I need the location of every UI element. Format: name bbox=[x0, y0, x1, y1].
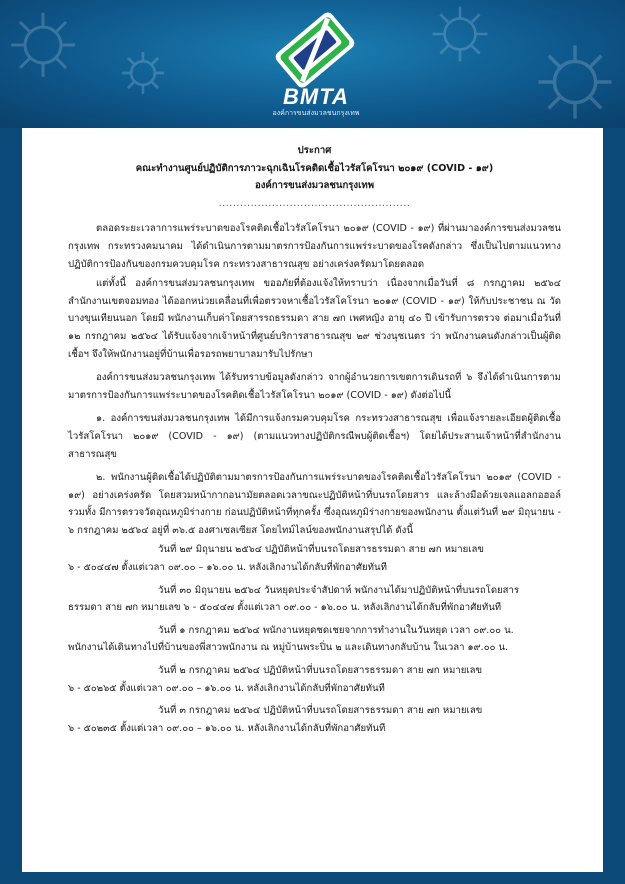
virus-decoration-icon bbox=[120, 50, 166, 96]
divider-rule: ...................................................... bbox=[218, 197, 411, 209]
timeline-entry bbox=[68, 702, 561, 737]
timeline-line: วันที่ ๑ กรกฎาคม ๒๕๖๔ พนักงานหยุดชดเชยจากการทำงานในวันหยุด เวลา ๐๙.๐๐ น. bbox=[158, 624, 514, 636]
paragraph-item-2: ๒. พนักงานผู้ติดเชื้อได้ปฏิบัติตามมาตรการป้องกันการแพร่ระบาดของโรคติดเชื้อไวรัสโคโรนา ๒๐๑๙ (COVID - ๑๙) อย่างเคร่งครัด โดยสวมหน้ากากอนามัยตลอดเวลาขณะปฏิบัติหน้าที่บนรถโดยสาร และล้างมือด้วยเจลแอลกอฮอล์ รวมทั้ง มีการตรวจวัดอุณหภูมิร่างกาย ก่อนปฏิบัติหน้าที่ทุกครั้ง ซึ่งอุณหภูมิร่างกายของพนักงาน ตั้งแต่วันที่ ๒๙ มิถุนายน - ๖ กรกฎาคม ๒๕๖๔ อยู่ที่ ๓๖.๕ องศาเซลเซียส โดยไทม์ไลน์ของพนักงานสรุปได้ ดังนี้ bbox=[68, 472, 561, 536]
brand-name: BMTA bbox=[283, 84, 349, 109]
timeline-line: วันที่ ๒ กรกฎาคม ๒๕๖๔ ปฏิบัติหน้าที่บนรถโดยสารธรรมดา สาย ๗ก หมายเลข bbox=[158, 665, 483, 677]
timeline-line: ๖ - ๕๐๒๖๕ ตั้งแต่เวลา ๐๙.๐๐ – ๑๖.๐๐ น. หลังเลิกงานได้กลับที่พักอาศัยทันที bbox=[68, 682, 385, 694]
paragraph-case-report: แต่ทั้งนี้ องค์การขนส่งมวลชนกรุงเทพ ขออภัยที่ต้องแจ้งให้ทราบว่า เนื่องจากเมื่อวันที่ ๘ กรกฎาคม ๒๕๖๔ สำนักงานเขตจอมทอง ได้ออกหน่วยเคลื่อนที่เพื่อตรวจหาเชื้อไวรัสโคโรนา ๒๐๑๙ (COVID - ๑๙) ให้กับประชาชน ณ วัดบางขุนเทียนนอก โดยมี พนักงานเก็บค่าโดยสารรถธรรมดา สาย ๗ก เพศหญิง อายุ ๔๐ ปี เข้ารับการตรวจ ต่อมาเมื่อวันที่ ๑๒ กรกฎาคม ๒๕๖๔ ได้รับแจ้งจากเจ้าหน้าที่ศูนย์บริการสาธารณสุข ๒๙ ช่วงนุชเนตร ว่า พนักงานคนดังกล่าวเป็นผู้ติดเชื้อฯ จึงให้พนักงานอยู่ที่บ้านเพื่อรอรถพยาบาลมารับไปรักษา bbox=[68, 278, 561, 360]
timeline-entry bbox=[68, 662, 561, 697]
timeline-line: วันที่ ๒๙ มิถุนายน ๒๕๖๔ ปฏิบัติหน้าที่บนรถโดยสารธรรมดา สาย ๗ก หมายเลข bbox=[158, 544, 484, 556]
timeline-line: วันที่ ๓๐ มิถุนายน ๒๕๖๔ วันหยุดประจำสัปดาห์ พนักงานได้มาปฏิบัติหน้าที่บนรถโดยสาร bbox=[158, 584, 520, 596]
header-banner bbox=[0, 0, 625, 128]
timeline-line: ๖ - ๕๐๔๔๗ ตั้งแต่เวลา ๐๙.๐๐ – ๑๖.๐๐ น. หลังเลิกงานได้กลับที่พักอาศัยทันที bbox=[68, 562, 387, 574]
paragraph-actions-intro: องค์การขนส่งมวลชนกรุงเทพ ได้รับทราบข้อมูลดังกล่าว จากผู้อำนวยการเขตการเดินรถที่ ๖ จึงได้ดำเนินการตามมาตรการป้องกันการแพร่ระบาดของโรคติดเชื้อไวรัสโคโรนา ๒๐๑๙ (COVID - ๑๙) ดังต่อไปนี้ bbox=[68, 372, 561, 401]
announcement-title: คณะทำงานศูนย์ปฏิบัติการภาวะฉุกเฉินโรคติดเชื้อไวรัสโคโรนา ๒๐๑๙ (COVID - ๑๙) bbox=[135, 162, 494, 174]
timeline-entry bbox=[68, 622, 561, 657]
virus-decoration-icon bbox=[535, 42, 615, 122]
timeline-line: วันที่ ๓ กรกฎาคม ๒๕๖๔ ปฏิบัติหน้าที่บนรถโดยสารธรรมดา สาย ๗ก หมายเลข bbox=[158, 705, 483, 717]
timeline-line: ธรรมดา สาย ๗ก หมายเลข ๖ - ๕๐๔๔๗ ตั้งแต่เวลา ๐๙.๐๐ - ๑๖.๐๐ น. หลังเลิกงานได้กลับที่พักอาศัยทันที bbox=[68, 602, 502, 614]
paragraph-item-1: ๑. องค์การขนส่งมวลชนกรุงเทพ ได้มีการแจ้งกรมควบคุมโรค กระทรวงสาธารณสุข เพื่อแจ้งรายละเอียดผู้ติดเชื้อไวรัสโคโรนา ๒๐๑๙ (COVID - ๑๙) (ตามแนวทางปฏิบัติกรณีพบผู้ติดเชื้อฯ) โดยได้ประสานเจ้าหน้าที่สำนักงานสาธารณสุข bbox=[68, 413, 561, 460]
announcement-org: องค์การขนส่งมวลชนกรุงเทพ bbox=[254, 180, 375, 192]
timeline-entry bbox=[68, 541, 561, 576]
paragraph-background: ตลอดระยะเวลาการแพร่ระบาดของโรคติดเชื้อไวรัสโคโรนา ๒๐๑๙ (COVID - ๑๙) ที่ผ่านมาองค์การขนส่งมวลชนกรุงเทพ กระทรวงคมนาคม ได้ดำเนินการตามมาตรการป้องกันการแพร่ระบาดของโรคดังกล่าว ซึ่งเป็นไปตามแนวทางปฏิบัติการป้องกันของกรมควบคุมโรค กระทรวงสาธารณสุข อย่างเคร่งครัดมาโดยตลอด bbox=[68, 223, 561, 270]
brand-subtitle: องค์การขนส่งมวลชนกรุงเทพ bbox=[272, 109, 360, 117]
timeline-line: ๖ - ๕๐๒๓๕ ตั้งแต่เวลา ๐๙.๐๐ – ๑๖.๐๐ น. หลังเลิกงานได้กลับที่พักอาศัยทันที bbox=[68, 722, 386, 734]
virus-decoration-icon bbox=[8, 10, 78, 80]
announcement-document bbox=[22, 128, 603, 872]
timeline-entry bbox=[68, 582, 561, 617]
timeline-line: พนักงานได้เดินทางไปที่บ้านของพี่สาวพนักงาน ณ หมู่บ้านพระปิ่น ๒ และเดินทางกลับบ้าน ในเวลา ๑๙.๐๐ น. bbox=[68, 642, 509, 654]
virus-decoration-icon bbox=[430, 4, 490, 64]
announcement-heading: ประกาศ bbox=[297, 145, 332, 156]
